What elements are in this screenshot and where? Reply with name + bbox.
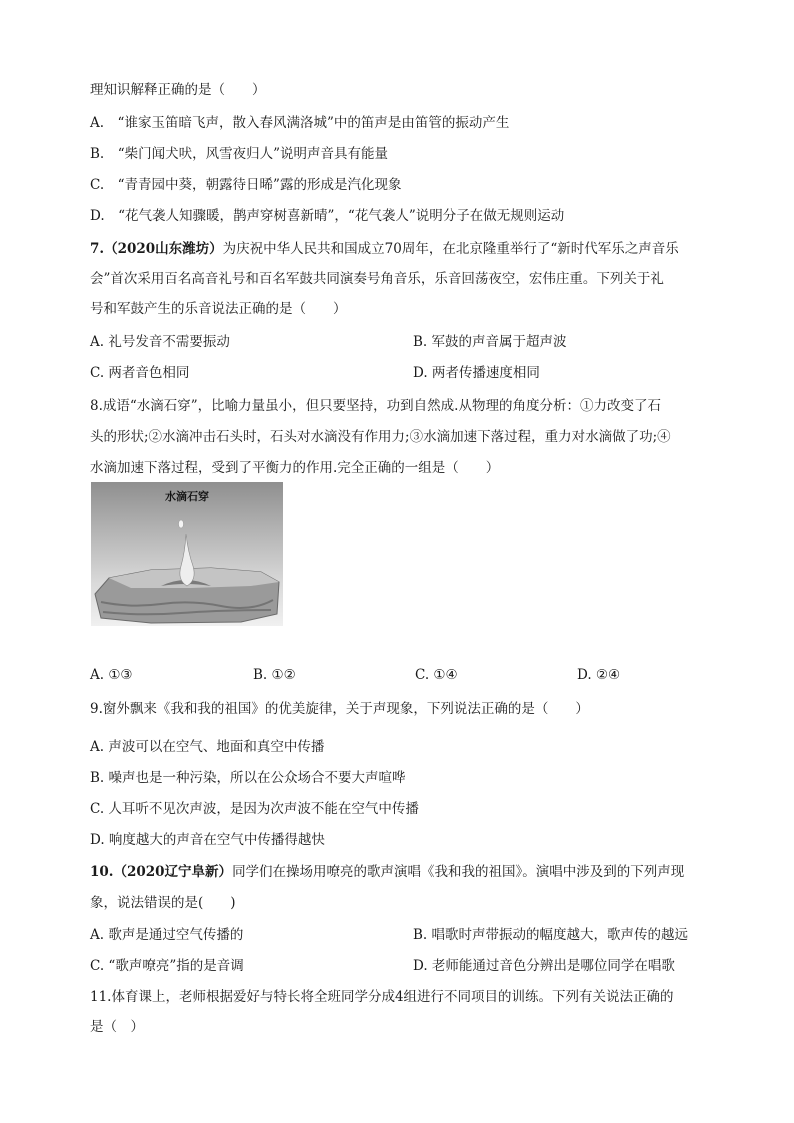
q9-option-d: D. 响度越大的声音在空气中传播得越快 [90, 832, 325, 848]
q10-source: 10.（2020辽宁阜新） [90, 864, 233, 880]
q8-option-b: B. ①② [253, 667, 296, 683]
q10-stem-line1 [90, 862, 684, 882]
q7-option-d: D. 两者传播速度相同 [413, 365, 540, 381]
q7-stem-text: 为庆祝中华人民共和国成立70周年，在北京隆重举行了“新时代军乐之声音乐 [222, 241, 679, 257]
q10-stem-line2: 象，说法错误的是( ) [90, 895, 236, 911]
water-drop-illustration [91, 482, 283, 626]
q7-source: 7.（2020山东潍坊） [90, 241, 223, 257]
q6-option-c: C. “青青园中葵，朝露待日晞”露的形成是汽化现象 [90, 177, 402, 193]
q8-stem-line1: 8.成语“水滴石穿”，比喻力量虽小，但只要坚持，功到自然成.从物理的角度分析：①力改变了石 [90, 398, 661, 414]
q7-option-b: B. 军鼓的声音属于超声波 [413, 334, 567, 350]
q6-stem-tail: 理知识解释正确的是（ ） [90, 82, 266, 98]
q9-option-c: C. 人耳听不见次声波，是因为次声波不能在空气中传播 [90, 801, 419, 817]
q10-option-a: A. 歌声是通过空气传播的 [90, 927, 244, 943]
q6-option-a: A. “谁家玉笛暗飞声，散入春风满洛城”中的笛声是由笛管的振动产生 [90, 115, 510, 131]
q8-option-c: C. ①④ [415, 667, 458, 683]
q10-option-c: C. “歌声嘹亮”指的是音调 [90, 958, 244, 974]
q7-stem-line2: 会”首次采用百名高音礼号和百名军鼓共同演奏号角音乐，乐音回荡夜空，宏伟庄重。下列关于礼 [90, 271, 664, 287]
q9-option-a: A. 声波可以在空气、地面和真空中传播 [90, 739, 325, 755]
q7-stem-line1 [90, 239, 679, 259]
q8-stem-line3: 水滴加速下落过程，受到了平衡力的作用.完全正确的一组是（ ） [90, 460, 500, 476]
q10-option-b: B. 唱歌时声带振动的幅度越大，歌声传的越远 [413, 927, 689, 943]
q9-option-b: B. 噪声也是一种污染，所以在公众场合不要大声喧哗 [90, 770, 406, 786]
q10-option-d: D. 老师能通过音色分辨出是哪位同学在唱歌 [413, 958, 675, 974]
q7-option-a: A. 礼号发音不需要振动 [90, 334, 230, 350]
q8-stem-line2: 头的形状;②水滴冲击石头时，石头对水滴没有作用力;③水滴加速下落过程，重力对水滴做了功;④ [90, 429, 671, 445]
q7-stem-line3: 号和军鼓产生的乐音说法正确的是（ ） [90, 301, 347, 317]
q7-option-c: C. 两者音色相同 [90, 365, 190, 381]
q9-stem: 9.窗外飘来《我和我的祖国》的优美旋律，关于声现象，下列说法正确的是（ ） [90, 701, 589, 717]
q10-stem-text: 同学们在操场用嘹亮的歌声演唱《我和我的祖国》。演唱中涉及到的下列声现 [232, 864, 685, 880]
water-drop-stone-figure [91, 482, 283, 626]
q11-stem-line1: 11.体育课上，老师根据爱好与特长将全班同学分成4组进行不同项目的训练。下列有关说法正确的 [90, 989, 674, 1005]
q6-option-d: D. “花气袭人知骤暖，鹊声穿树喜新晴”，“花气袭人”说明分子在做无规则运动 [90, 208, 565, 224]
q11-stem-line2: 是（ ） [90, 1019, 144, 1035]
q8-option-d: D. ②④ [577, 667, 621, 683]
q8-option-a: A. ①③ [90, 667, 133, 683]
figure-title: 水滴石穿 [165, 490, 209, 503]
q6-option-b: B. “柴门闻犬吠，风雪夜归人”说明声音具有能量 [90, 146, 389, 162]
